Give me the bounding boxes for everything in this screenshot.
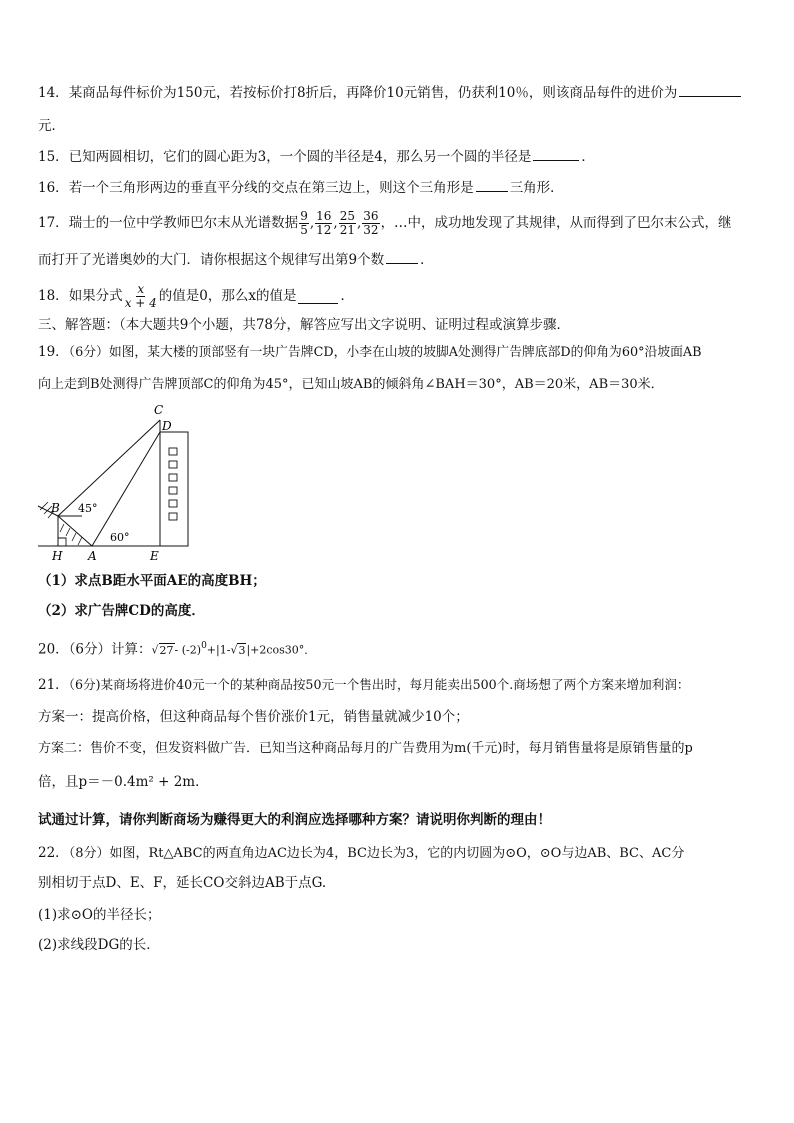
exponent: 0 [201,641,207,651]
question-text: （6分)某商场将进价40元一个的某种商品按50元一个售出时，每月能卖出500个.商场想了两个方案来增加利润： [68,677,690,692]
question-15 [38,146,595,166]
denominator: x + 4 [124,295,157,310]
question-text: +|1- [206,643,231,657]
question-number: 15． [38,149,69,165]
window [169,500,177,507]
label-h: H [52,549,63,563]
question-number: 20． [38,641,69,658]
question-19-sub2 [38,602,205,620]
window [169,448,177,455]
question-text: ． [420,252,434,268]
question-text: （6分）如图，某大楼的顶部竖有一块广告牌CD，小李在山坡的坡脚A处测得广告牌底部D的仰角为60°沿坡面AB [68,345,702,360]
question-22-sub2 [38,936,160,954]
question-text: 方案二：售价不变，但发资料做广告．已知当这种商品每月的广告费用为m(千元)时，每月销售量将是原销售量的p [38,741,693,756]
question-text: （8分）如图，Rt△ABC的两直角边AC边长为4，BC边长为3，它的内切圆为⊙O，⊙O与边AB、BC、AC分 [68,846,685,861]
numerator: x [137,281,145,296]
fraction-1 [299,210,309,237]
label-b: B [51,501,60,515]
question-text: 瑞士的一位中学教师巴尔末从光谱数据 [68,215,299,231]
answer-blank[interactable] [679,82,741,97]
question-16 [38,177,564,197]
question-21-plan1 [38,708,469,726]
window [169,474,177,481]
question-text: (1)求⊙O的半径长； [38,907,161,923]
radicand: 3 [238,643,246,657]
section-title: 三、解答题：（本大题共9个小题，共78分，解答应写出文字说明、证明过程或演算步骤． [38,317,571,333]
question-14-tail [38,117,65,135]
question-text: 倍，且p＝－0.4m² + 2m． [38,774,209,790]
question-number: 16． [38,180,69,196]
question-text: 三角形． [509,180,564,196]
question-number: 22． [38,845,69,861]
numerator: 25 [339,208,355,223]
radicand: 27 [159,643,174,657]
answer-blank[interactable] [298,289,338,304]
numerator: 9 [300,208,308,223]
question-22-line2 [38,874,326,892]
question-text: 向上走到B处测得广告牌顶部C的仰角为45°，已知山坡AB的倾斜角∠BAH＝30°，AB＝20米，AB＝30米． [38,377,664,392]
question-21 [38,676,690,694]
answer-blank[interactable] [476,177,508,192]
label-d: D [162,419,172,433]
question-17-line2 [38,249,434,269]
question-22-sub1 [38,906,161,924]
numerator: 36 [363,208,379,223]
answer-blank[interactable] [386,249,418,264]
question-18 [38,279,354,313]
question-text: (2)求线段DG的长． [38,937,160,953]
question-text: 已知两圆相切，它们的圆心距为3，一个圆的半径是4，那么另一个圆的半径是 [68,149,532,165]
question-20 [38,637,315,660]
label-45-degrees: 45° [78,502,98,515]
slope-hatching [40,502,82,545]
building [160,432,188,546]
sight-line-ad [92,432,160,546]
window [169,461,177,468]
question-text: ，…中，成功地发现了其规律，从而得到了巴尔末公式，继 [380,215,732,231]
question-19-line2 [38,375,664,394]
question-number: 21． [38,677,69,693]
question-text: （2）求广告牌CD的高度． [38,603,205,619]
fraction-4 [362,210,379,237]
label-60-degrees: 60° [110,531,130,544]
window [169,513,177,520]
denominator: 12 [316,222,332,237]
question-21-ask [38,811,551,829]
question-21-plan2-cont [38,773,209,791]
question-number: 14． [38,85,69,101]
slope-ab [58,516,92,546]
question-text: 而打开了光谱奥妙的大门．请你根据这个规律写出第9个数 [38,252,385,268]
question-17: 17． 瑞士的一位中学教师巴尔末从光谱数据 $\frac{9}{5}$ , $\frac{16}{12}$ , $\frac{25}{21}$ , $\frac{36}{32}$ ，…中，成功地发现了其规律，从而得到了巴尔末公式，继 [38,208,732,237]
question-text: ． [581,149,595,165]
question-text: 某商品每件标价为150元，若按标价打8折后，再降价10元销售，仍获利10％，则该商品每件的进价为 [68,85,678,101]
numerator: 16 [316,208,332,223]
sqrt-27: √27 [151,643,174,657]
denominator: 5 [300,222,308,237]
question-text: 方案一：提高价格，但这种商品每个售价涨价1元，销售量就减少10个； [38,709,469,725]
question-22 [38,844,684,863]
question-number: 19． [38,344,69,360]
fraction-3 [339,210,356,237]
label-c: C [154,403,164,417]
sight-line-bc [58,420,160,516]
question-text: 元． [38,118,65,134]
question-text: （1）求点B距水平面AE的高度BH； [38,573,266,589]
fraction-2 [315,210,332,237]
denominator: 32 [363,222,379,237]
denominator: 21 [339,222,355,237]
question-21-plan2 [38,739,693,758]
question-text: ． [340,288,354,304]
question-text: 的值是0，那么x的值是 [158,288,297,304]
question-19-sub1 [38,572,266,590]
section-heading [38,316,570,334]
answer-blank[interactable] [533,146,579,161]
building-slope-figure [36,398,200,564]
sqrt-3: √3 [230,643,246,657]
question-text: 若一个三角形两边的垂直平分线的交点在第三边上，则这个三角形是 [68,180,474,196]
window [169,487,177,494]
question-text: |+2cos30°． [246,643,316,657]
fraction-x-over-x-plus-4 [124,283,158,310]
question-text: - (-2) [174,643,202,657]
label-e: E [150,549,159,563]
question-text: （6分）计算： [68,641,152,658]
question-text: 如果分式 [68,288,123,304]
question-19 [38,343,702,362]
question-text: 试通过计算，请你判断商场为赚得更大的利润应选择哪种方案？请说明你判断的理由！ [38,812,551,828]
question-number: 17． [38,215,69,231]
question-text: 别相切于点D、E、F，延长CO交斜边AB于点G. [38,875,327,891]
right-angle-mark [58,538,66,546]
label-a: A [88,549,97,563]
question-14 [38,82,743,102]
question-number: 18． [38,288,69,304]
